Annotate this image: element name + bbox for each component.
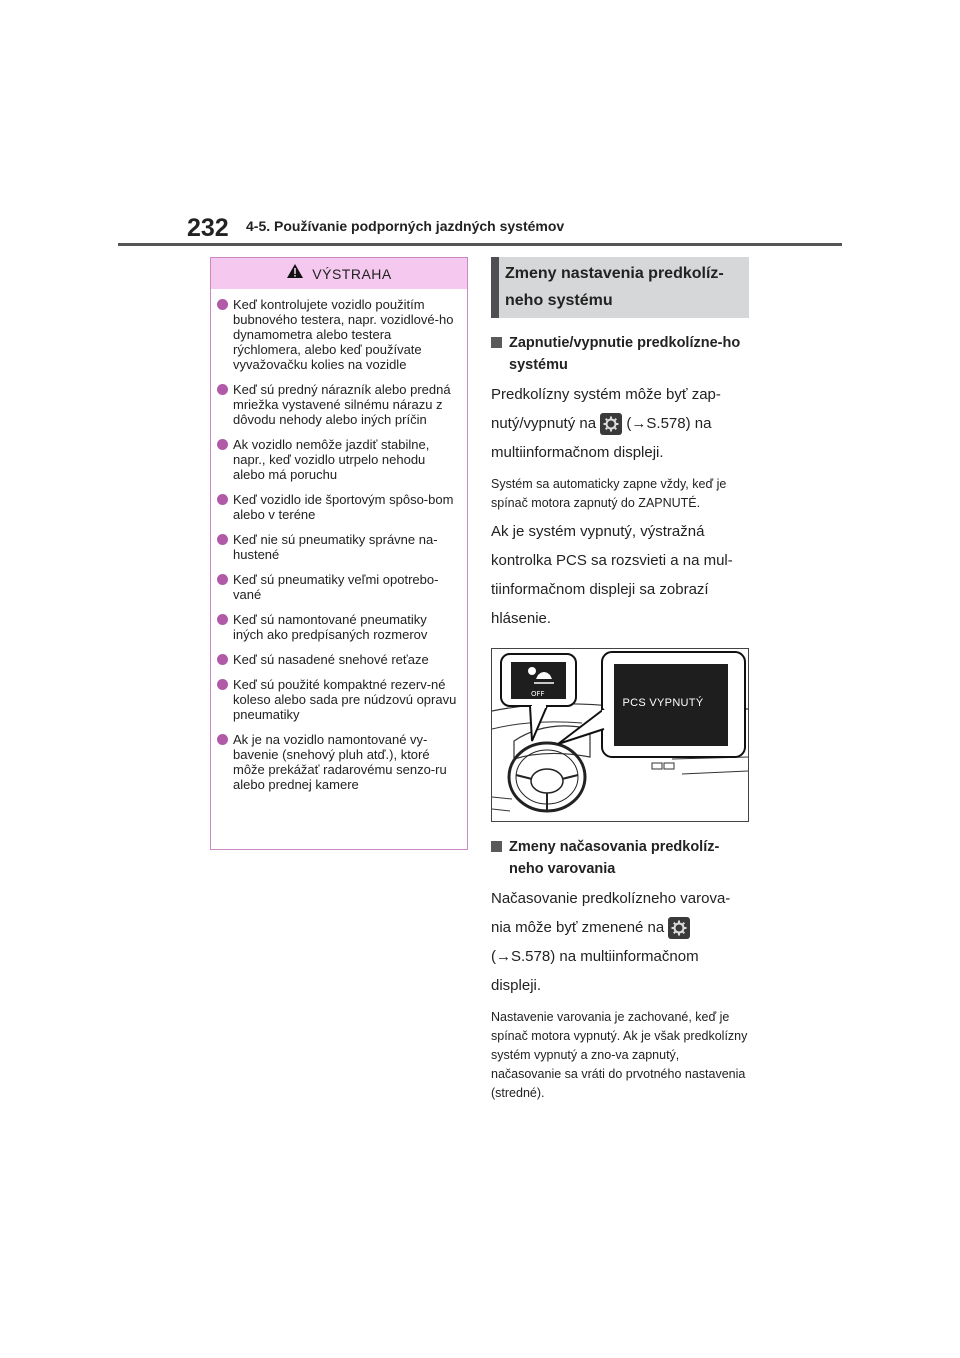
warning-list [211, 289, 467, 792]
note-auto-on: Systém sa automaticky zapne vždy, keď je spínač motora zapnutý do ZAPNUTÉ. [491, 477, 727, 510]
bullet-icon [217, 299, 228, 310]
off-label: OFF [531, 690, 545, 698]
bullet-icon [217, 384, 228, 395]
square-bullet-icon [491, 841, 502, 852]
sub-heading-timing: Zmeny načasovania predkolíz-neho varovania [491, 836, 749, 880]
dashboard-illustration [491, 648, 749, 822]
list-item: Ak vozidlo nemôže jazdiť stabilne, napr., keď vozidlo utrpelo nehodu alebo má poruchu [217, 437, 459, 482]
list-item: Keď kontrolujete vozidlo použitím bubnového testera, napr. vozidlové-ho dynamometra alebo testera rýchlomera, alebo keď používate vyvažovačku kolies na vozidle [217, 297, 459, 372]
warning-header [211, 258, 467, 289]
sub-heading-toggle: Zapnutie/vypnutie predkolízne-ho systému [491, 332, 749, 376]
bullet-icon [217, 574, 228, 585]
bullet-icon [217, 439, 228, 450]
list-item: Keď sú predný nárazník alebo predná mriežka vystavené silnému nárazu z dôvodu nehody alebo iných príčin [217, 382, 459, 427]
warning-title: VÝSTRAHA [312, 265, 392, 282]
header-rule [118, 243, 842, 246]
list-item: Keď nie sú pneumatiky správne na-hustené [217, 532, 459, 562]
list-item: Ak je na vozidlo namontované vy-bavenie (snehový pluh atď.), ktoré môže prekážať radarovému senzo-ru alebo prednej kamere [217, 732, 459, 792]
list-item: Keď vozidlo ide športovým spôso-bom alebo v teréne [217, 492, 459, 522]
section-header: Zmeny nastavenia predkolíz-neho systému [491, 257, 749, 318]
section-title: 4-5. Používanie podporných jazdných systémov [246, 218, 565, 234]
paragraph-warning-light: Ak je systém vypnutý, výstražná kontrolka PCS sa rozsvieti a na mul-tiinformačnom displeji sa zobrazí hlásenie. [491, 523, 733, 627]
warning-triangle-icon [286, 263, 304, 284]
list-item: Keď sú pneumatiky veľmi opotrebo-vané [217, 572, 459, 602]
display-message: PCS VYPNUTÝ [622, 697, 704, 709]
bullet-icon [217, 734, 228, 745]
settings-gear-icon [668, 917, 690, 939]
settings-gear-icon [600, 413, 622, 435]
page-number: 232 [187, 214, 229, 242]
list-item: Keď sú použité kompaktné rezerv-né koleso alebo sada pre núdzovú opravu pneumatiky [217, 677, 459, 722]
list-item: Keď sú nasadené snehové reťaze [217, 652, 459, 667]
paragraph-timing: Načasovanie predkolízneho varova-nia môže byť zmenené na (→S.578) na multiinformačnom displeji. [491, 890, 731, 994]
list-item: Keď sú namontované pneumatiky iných ako predpísaných rozmerov [217, 612, 459, 642]
note-timing-retained: Nastavenie varovania je zachované, keď je spínač motora vypnutý. Ak je však predkolízny systém vypnutý a zno-va zapnutý, načasovanie sa vráti do prvotného nastavenia (stredné). [491, 1010, 748, 1100]
paragraph-toggle: Predkolízny systém môže byť zap-nutý/vypnutý na (→S.578) na multiinformačnom displeji. [491, 386, 721, 461]
warning-box [210, 257, 468, 850]
square-bullet-icon [491, 337, 502, 348]
bullet-icon [217, 654, 228, 665]
bullet-icon [217, 534, 228, 545]
right-column [491, 257, 749, 1103]
bullet-icon [217, 679, 228, 690]
bullet-icon [217, 494, 228, 505]
bullet-icon [217, 614, 228, 625]
